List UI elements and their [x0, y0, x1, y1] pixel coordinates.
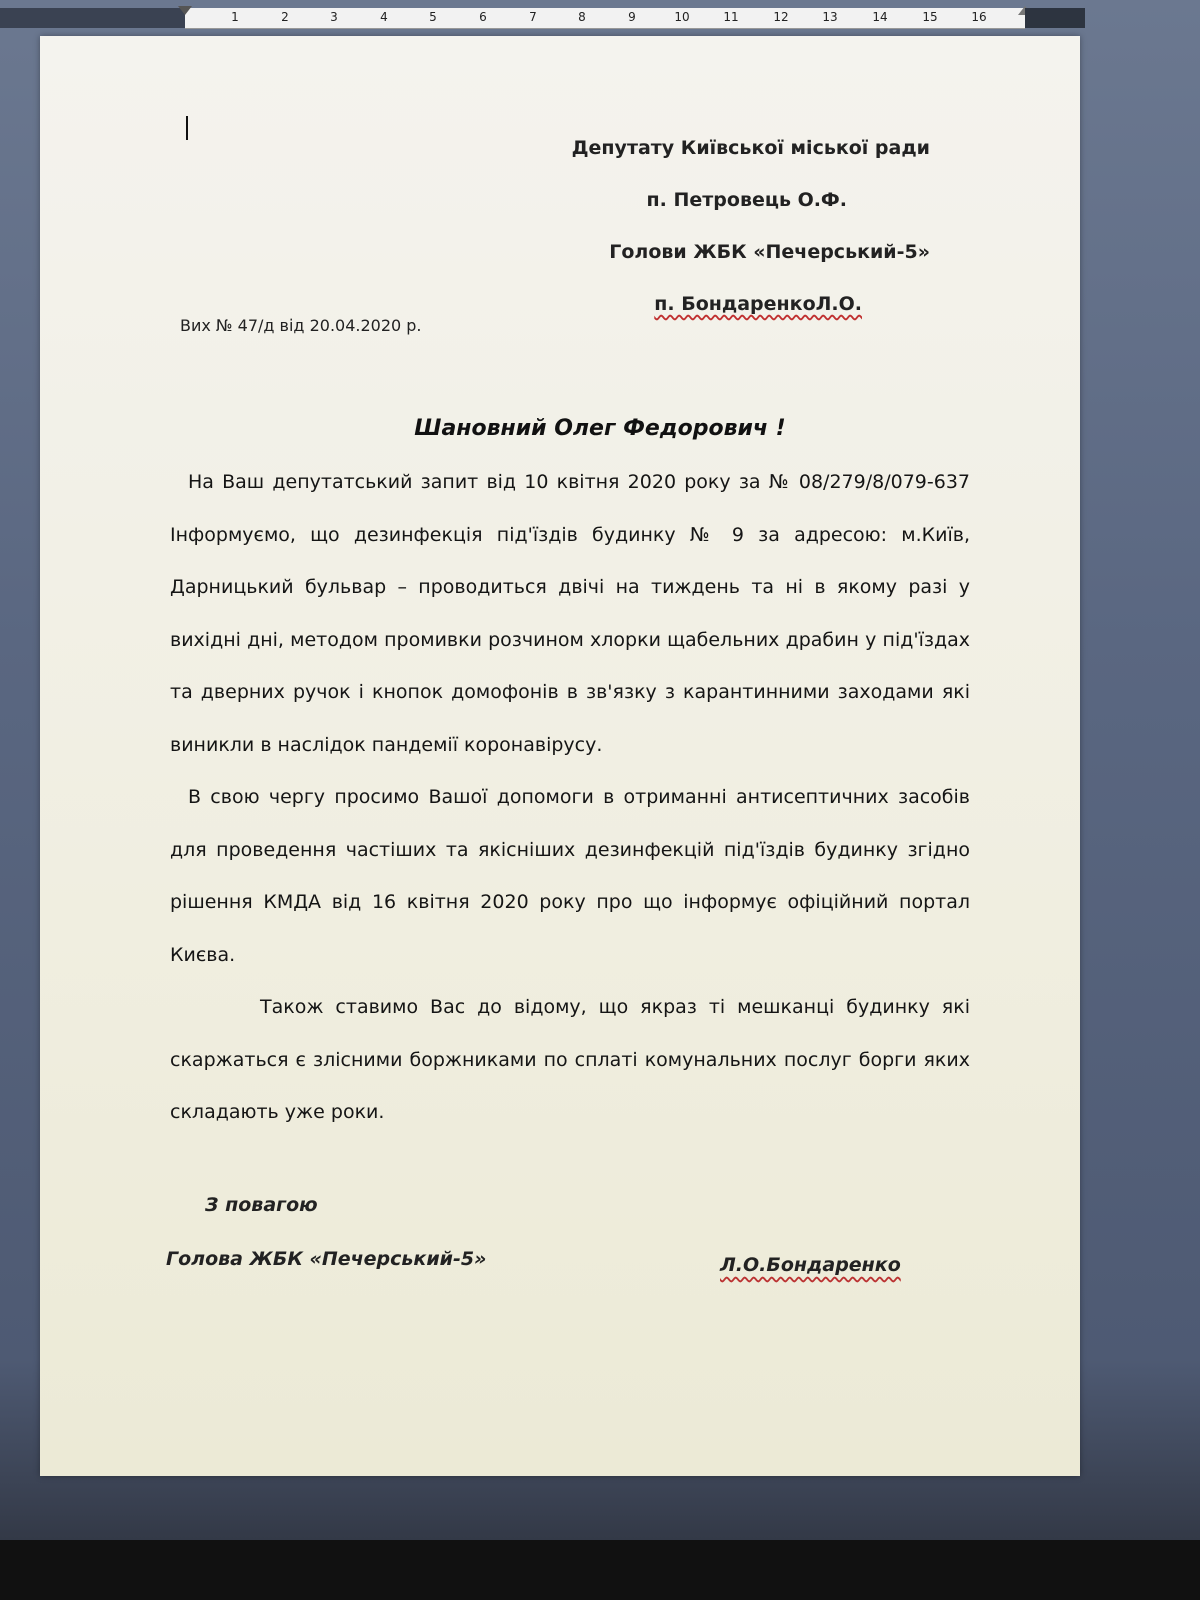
ruler-number: 6 [479, 10, 487, 24]
ruler-number: 9 [628, 10, 636, 24]
ruler-number: 3 [330, 10, 338, 24]
screen-bezel [0, 1540, 1200, 1600]
ruler-number: 12 [773, 10, 789, 24]
horizontal-ruler[interactable] [185, 8, 1025, 29]
letter-body [170, 456, 970, 1139]
signature-title: Голова ЖБК «Печерський-5» [166, 1248, 487, 1270]
body-paragraph: В свою чергу просимо Вашої допомоги в отриманні антисептичних засобів для проведення частіших та якісніших дезинфекцій під'їздів будинку згідно рішення КМДА від 16 квітня 2020 року про що інформує офіційний портал Києва. [170, 786, 970, 966]
ruler-number: 16 [971, 10, 987, 24]
salutation: Шановний Олег Федорович ! [414, 416, 786, 441]
ruler-number: 8 [578, 10, 586, 24]
ruler-number: 11 [723, 10, 739, 24]
ruler-number: 10 [674, 10, 690, 24]
first-line-indent-marker[interactable] [178, 6, 192, 15]
outgoing-number: Вих № 47/д від 20.04.2020 р. [180, 316, 422, 335]
ruler-number: 13 [822, 10, 838, 24]
ruler-number: 4 [380, 10, 388, 24]
ruler-number: 2 [281, 10, 289, 24]
addressee-line: п. БондаренкоЛ.О. [654, 293, 862, 315]
addressee-line: Голови ЖБК «Печерський-5» [609, 241, 930, 263]
ruler-margin-left [0, 8, 185, 28]
ruler-number: 7 [529, 10, 537, 24]
ruler-margin-right [1025, 8, 1085, 28]
body-paragraph: На Ваш депутатський запит від 10 квітня 2020 року за № 08/279/8/079-637 Інформуємо, що дезинфекція під'їздів будинку № 9 за адресою: м.Київ, Дарницький бульвар – проводиться двічі на тиждень та ні в якому разі у вихідні дні, методом промивки розчином хлорки щабельних драбин у під'їздах та дверних ручок і кнопок домофонів в зв'язку з карантинними заходами які виникли в наслідок пандемії коронавірусу. [170, 471, 970, 756]
ruler-number: 1 [231, 10, 239, 24]
body-paragraph: Також ставимо Вас до відому, що якраз ті мешканці будинку які скаржаться є злісними боржниками по сплаті комунальних послуг борги яких складають уже роки. [170, 996, 970, 1123]
document-page[interactable] [40, 36, 1080, 1476]
addressee-line: Депутату Київської міської ради [571, 137, 930, 159]
text-cursor [186, 116, 188, 140]
addressee-line: п. Петровець О.Ф. [646, 189, 847, 211]
ruler-number: 15 [922, 10, 938, 24]
ruler-number: 5 [429, 10, 437, 24]
signature-name: Л.О.Бондаренко [720, 1254, 901, 1276]
closing: З повагою [205, 1194, 318, 1216]
ruler-number: 14 [872, 10, 888, 24]
addressee-block [572, 122, 930, 330]
